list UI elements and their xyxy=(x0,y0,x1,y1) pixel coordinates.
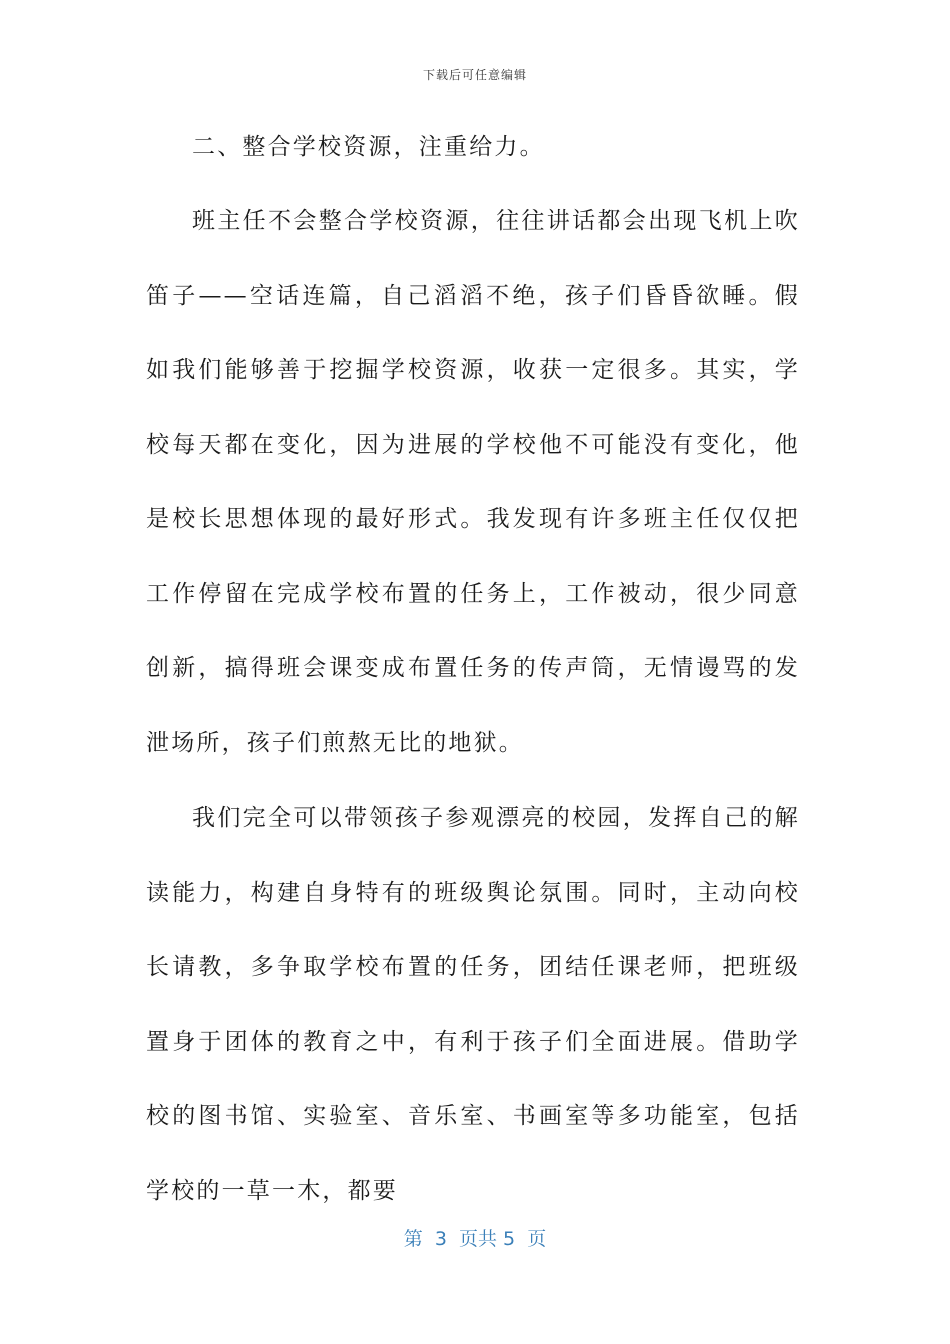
page-number-footer: 第 3 页共 5 页 xyxy=(403,1228,547,1250)
body-paragraph-1: 班主任不会整合学校资源，往往讲话都会出现飞机上吹笛子——空话连篇，自己滔滔不绝，孩子们昏昏欲睡。假如我们能够善于挖掘学校资源，收获一定很多。其实，学校每天都在变化，因为进展的学校他不可能没有变化，他是校长思想体现的最好形式。我发现有许多班主任仅仅把工作停留在完成学校布置的任务上，工作被动，很少同意创新，搞得班会课变成布置任务的传声筒，无情谩骂的发泄场所，孩子们煎熬无比的地狱。 xyxy=(146,208,800,756)
body-paragraph-2: 我们完全可以带领孩子参观漂亮的校园，发挥自己的解读能力，构建自身特有的班级舆论氛围。同时，主动向校长请教，多争取学校布置的任务，团结任课老师，把班级置身于团体的教育之中，有利于孩子们全面进展。借助学校的图书馆、实验室、音乐室、书画室等多功能室，包括学校的一草一木，都要 xyxy=(146,805,800,1204)
page-header-note: 下载后可任意编辑 xyxy=(422,68,527,82)
section-heading: 二、整合学校资源，注重给力。 xyxy=(192,134,545,160)
